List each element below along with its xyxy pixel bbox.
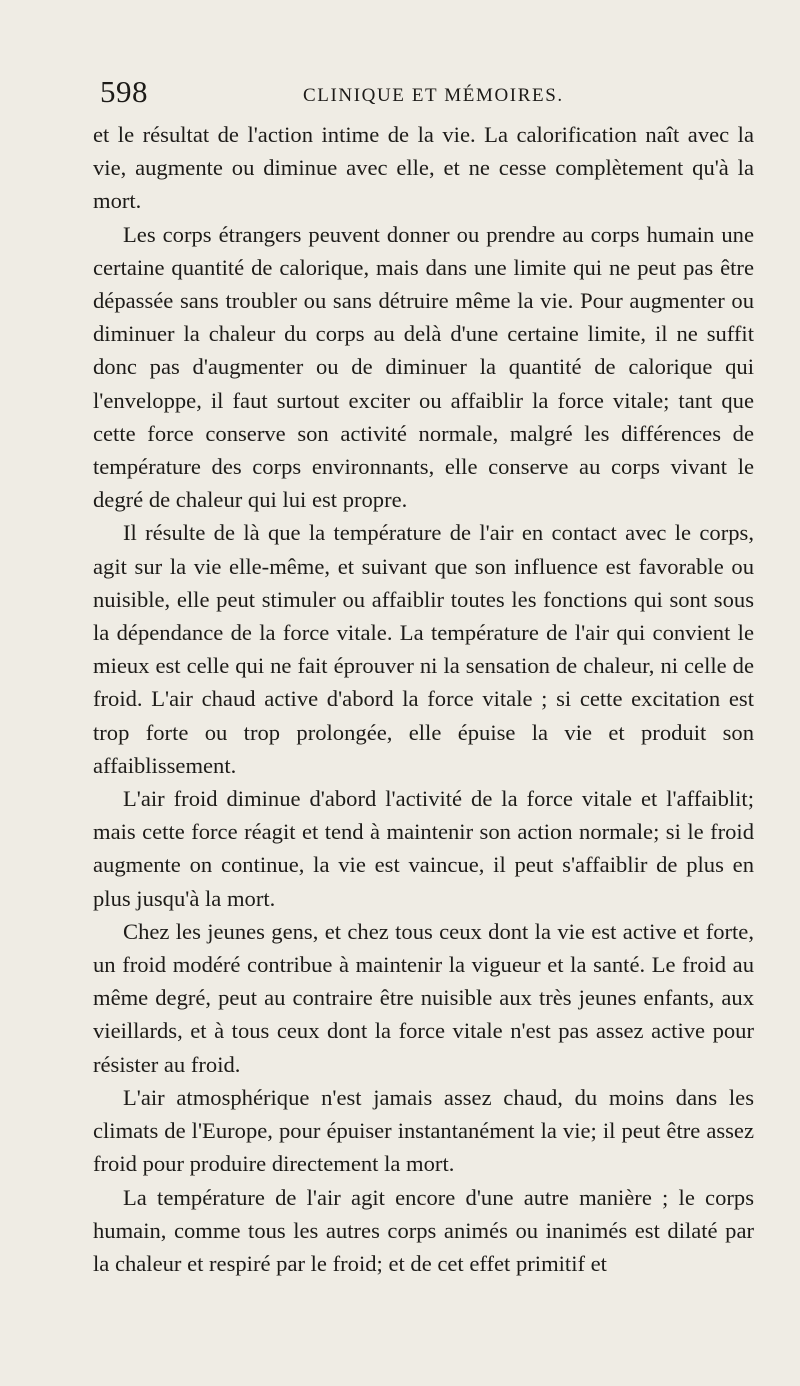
paragraph-continued: et le résultat de l'action intime de la vie. La calorification naît avec la vie, augmente ou diminue avec elle, et ne cesse complètement qu'à la mort. (93, 122, 754, 214)
running-head: CLINIQUE ET MÉMOIRES. (303, 85, 564, 106)
page-body (93, 118, 754, 1280)
paragraph: Chez les jeunes gens, et chez tous ceux dont la vie est active et forte, un froid modéré contribue à maintenir la vigueur et la santé. Le froid au même degré, peut au contraire être nuisible aux très jeunes enfants, aux vieillards, et à tous ceux dont la force vitale n'est pas assez active pour résister au froid. (93, 918, 754, 1077)
paragraph: L'air atmosphérique n'est jamais assez chaud, du moins dans les climats de l'Europe, pour épuiser instantanément la vie; il peut être assez froid pour produire directement la mort. (93, 1084, 754, 1177)
page-number: 598 (100, 74, 148, 109)
paragraph: La température de l'air agit encore d'une autre manière ; le corps humain, comme tous les autres corps animés ou inanimés est dilaté par la chaleur et respiré par le froid; et de cet effet primitif et (93, 1184, 754, 1276)
paragraph: L'air froid diminue d'abord l'activité de la force vitale et l'affaiblit; mais cette force réagit et tend à maintenir son action normale; si le froid augmente on continue, la vie est vaincue, il peut s'affaiblir de plus en plus jusqu'à la mort. (93, 786, 754, 911)
paragraph: Il résulte de là que la température de l'air en contact avec le corps, agit sur la vie elle-même, et suivant que son influence est favorable ou nuisible, elle peut stimuler ou affaiblir toutes les fonctions qui sont sous la dépendance de la force vitale. La température de l'air qui convient le mieux est celle qui ne fait éprouver ni la sensation de chaleur, ni celle de froid. L'air chaud active d'abord la force vitale ; si cette excitation est trop forte ou trop prolongée, elle épuise la vie et produit son affaiblissement. (93, 520, 754, 778)
paragraph: Les corps étrangers peuvent donner ou prendre au corps humain une certaine quantité de calorique, mais dans une limite qui ne peut pas être dépassée sans troubler ou sans détruire même la vie. Pour augmenter ou diminuer la chaleur du corps au delà d'une certaine limite, il ne suffit donc pas d'augmenter ou de diminuer la quantité de calorique qui l'enveloppe, il faut surtout exciter ou affaiblir la force vitale; tant que cette force conserve son activité normale, malgré les différences de température des corps environnants, elle conserve au corps vivant le degré de chaleur qui lui est propre. (93, 221, 754, 513)
page-header (93, 74, 754, 118)
